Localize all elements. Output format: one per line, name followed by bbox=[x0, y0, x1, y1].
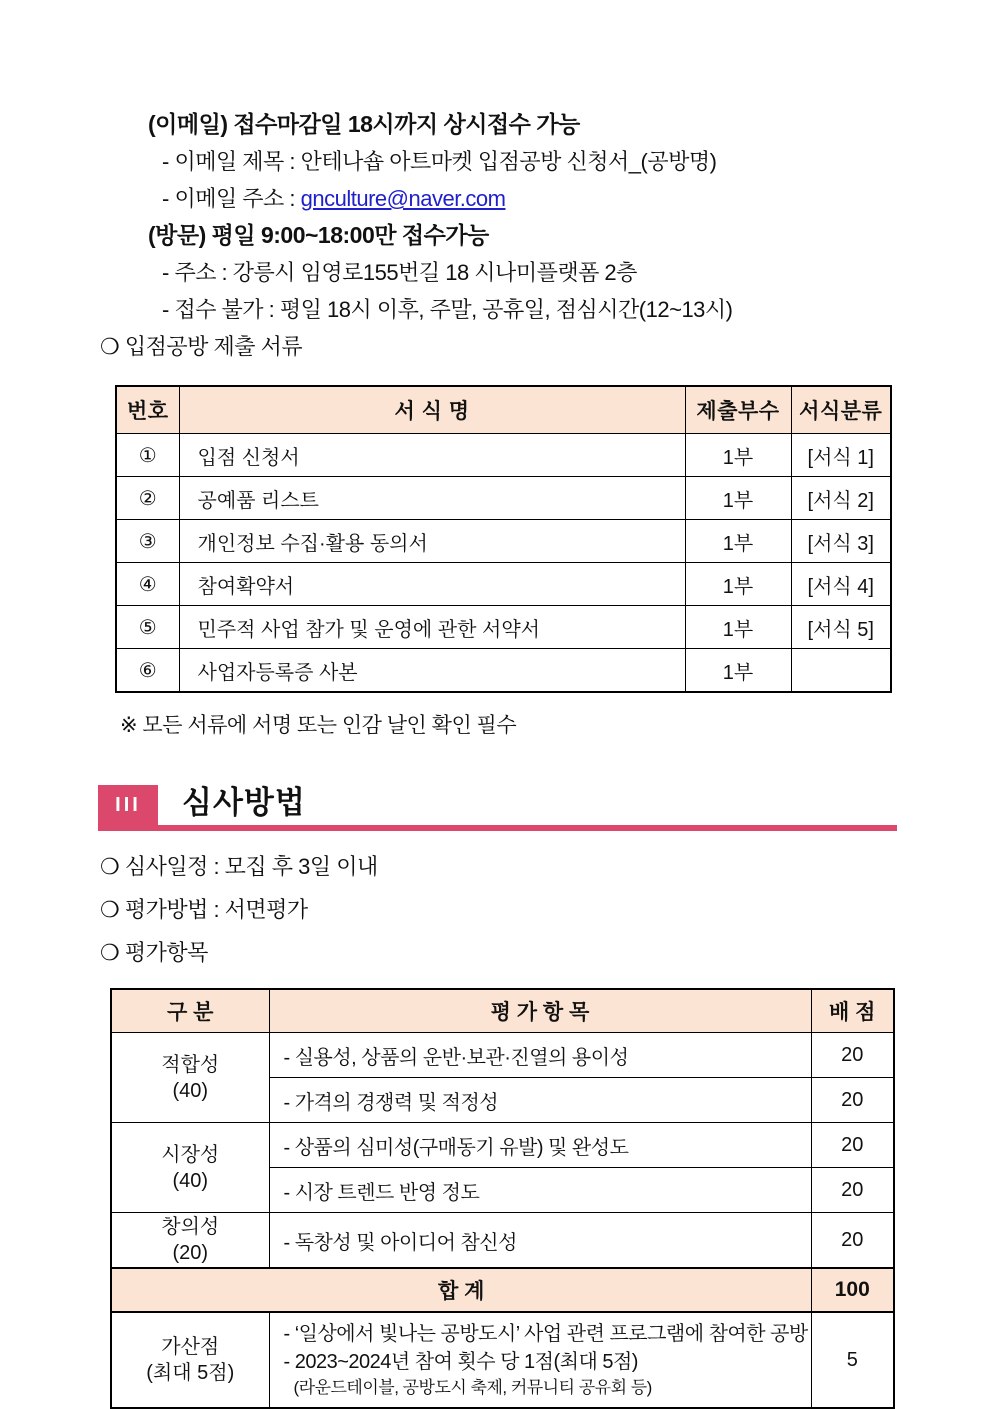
review-schedule-bullet: ❍ 심사일정 : 모집 후 3일 이내 bbox=[100, 854, 378, 879]
form-type: [서식 4] bbox=[791, 563, 891, 606]
category-points: (20) bbox=[172, 1242, 209, 1264]
total-label: 합 계 bbox=[111, 1268, 811, 1312]
copies: 1부 bbox=[685, 477, 791, 520]
bonus-line: - 2023~2024년 참여 횟수 당 1점(최대 5점) bbox=[283, 1351, 638, 1374]
email-subject-line: - 이메일 제목 : 안테나숍 아트마켓 입점공방 신청서_(공방명) bbox=[162, 149, 717, 174]
documents-table-header-row bbox=[116, 386, 891, 434]
table-row bbox=[111, 1033, 894, 1078]
header-copies: 제출부수 bbox=[685, 386, 791, 434]
bonus-category-cell bbox=[111, 1312, 269, 1408]
header-form-type: 서식분류 bbox=[791, 386, 891, 434]
documents-note: ※ 모든 서류에 서명 또는 인감 날인 확인 필수 bbox=[120, 714, 517, 737]
row-number: ⑥ bbox=[116, 649, 179, 693]
row-number: ② bbox=[116, 477, 179, 520]
section-banner bbox=[98, 777, 897, 831]
form-type bbox=[791, 649, 891, 693]
copies: 1부 bbox=[685, 520, 791, 563]
row-number: ⑤ bbox=[116, 606, 179, 649]
form-type: [서식 5] bbox=[791, 606, 891, 649]
evaluation-table bbox=[110, 988, 895, 1409]
email-address-prefix: - 이메일 주소 : bbox=[162, 186, 301, 211]
copies: 1부 bbox=[685, 563, 791, 606]
form-name: 사업자등록증 사본 bbox=[179, 649, 685, 693]
bonus-score: 5 bbox=[811, 1312, 894, 1408]
form-name: 입점 신청서 bbox=[179, 434, 685, 477]
email-address-line bbox=[98, 180, 897, 217]
evaluation-bullets bbox=[98, 845, 897, 974]
email-address-link[interactable]: gnculture@naver.com bbox=[300, 186, 506, 211]
category-points: (40) bbox=[172, 1079, 209, 1102]
form-name: 참여확약서 bbox=[179, 563, 685, 606]
table-row bbox=[116, 563, 891, 606]
header-category: 구 분 bbox=[111, 989, 269, 1033]
criterion-text: - 시장 트렌드 반영 정도 bbox=[269, 1168, 811, 1213]
evaluation-items-bullet: ❍ 평가항목 bbox=[100, 940, 208, 965]
visit-address-line: - 주소 : 강릉시 임영로155번길 18 시나미플랫폼 2층 bbox=[162, 260, 637, 285]
form-type: [서식 1] bbox=[791, 434, 891, 477]
header-points: 배 점 bbox=[811, 989, 894, 1033]
criterion-text: - 상품의 심미성(구매동기 유발) 및 완성도 bbox=[269, 1123, 811, 1168]
table-row bbox=[116, 434, 891, 477]
category-cell bbox=[111, 1213, 269, 1269]
email-submission-heading: (이메일) 접수마감일 18시까지 상시접수 가능 bbox=[148, 111, 580, 137]
evaluation-table-header-row bbox=[111, 989, 894, 1033]
bonus-criteria-cell bbox=[269, 1312, 811, 1408]
table-row bbox=[111, 1123, 894, 1168]
category-name: 가산점 bbox=[161, 1336, 220, 1358]
evaluation-method-bullet: ❍ 평가방법 : 서면평가 bbox=[100, 897, 308, 922]
criterion-score: 20 bbox=[811, 1213, 894, 1269]
copies: 1부 bbox=[685, 434, 791, 477]
section-number-badge: III bbox=[98, 785, 158, 825]
category-name: 창의성 bbox=[161, 1216, 220, 1238]
documents-bullet: ❍ 입점공방 제출 서류 bbox=[100, 334, 303, 359]
table-row bbox=[116, 606, 891, 649]
bonus-line: (라운드테이블, 공방도시 축제, 커뮤니티 공유회 등) bbox=[293, 1378, 652, 1398]
visit-restriction-line: - 접수 불가 : 평일 18시 이후, 주말, 공휴일, 점심시간(12~13시) bbox=[162, 297, 733, 322]
header-form-name: 서 식 명 bbox=[179, 386, 685, 434]
header-number: 번호 bbox=[116, 386, 179, 434]
criterion-score: 20 bbox=[811, 1123, 894, 1168]
category-points: (최대 5점) bbox=[146, 1362, 235, 1384]
total-row bbox=[111, 1268, 894, 1312]
table-row bbox=[116, 520, 891, 563]
criterion-text: - 실용성, 상품의 운반·보관·진열의 용이성 bbox=[269, 1033, 811, 1078]
header-criteria: 평 가 항 목 bbox=[269, 989, 811, 1033]
form-type: [서식 2] bbox=[791, 477, 891, 520]
form-name: 민주적 사업 참가 및 운영에 관한 서약서 bbox=[179, 606, 685, 649]
table-row bbox=[111, 1213, 894, 1269]
form-type: [서식 3] bbox=[791, 520, 891, 563]
copies: 1부 bbox=[685, 606, 791, 649]
form-name: 개인정보 수집·활용 동의서 bbox=[179, 520, 685, 563]
copies: 1부 bbox=[685, 649, 791, 693]
bonus-row bbox=[111, 1312, 894, 1408]
submission-info-block bbox=[98, 106, 897, 365]
category-cell bbox=[111, 1123, 269, 1213]
table-row bbox=[116, 477, 891, 520]
visit-submission-heading: (방문) 평일 9:00~18:00만 접수가능 bbox=[148, 222, 489, 248]
form-name: 공예품 리스트 bbox=[179, 477, 685, 520]
category-points: (40) bbox=[172, 1169, 209, 1192]
section-title: 심사방법 bbox=[182, 785, 306, 820]
row-number: ④ bbox=[116, 563, 179, 606]
total-score: 100 bbox=[811, 1268, 894, 1312]
criterion-text: - 가격의 경쟁력 및 적정성 bbox=[269, 1078, 811, 1123]
row-number: ① bbox=[116, 434, 179, 477]
criterion-score: 20 bbox=[811, 1078, 894, 1123]
criterion-text: - 독창성 및 아이디어 참신성 bbox=[269, 1213, 811, 1269]
criterion-score: 20 bbox=[811, 1033, 894, 1078]
documents-table bbox=[115, 385, 892, 693]
category-cell bbox=[111, 1033, 269, 1123]
bonus-line: - ‘일상에서 빛나는 공방도시’ 사업 관련 프로그램에 참여한 공방 bbox=[283, 1323, 808, 1346]
criterion-score: 20 bbox=[811, 1168, 894, 1213]
table-row bbox=[116, 649, 891, 693]
category-name: 적합성 bbox=[161, 1053, 220, 1076]
row-number: ③ bbox=[116, 520, 179, 563]
category-name: 시장성 bbox=[161, 1143, 220, 1166]
